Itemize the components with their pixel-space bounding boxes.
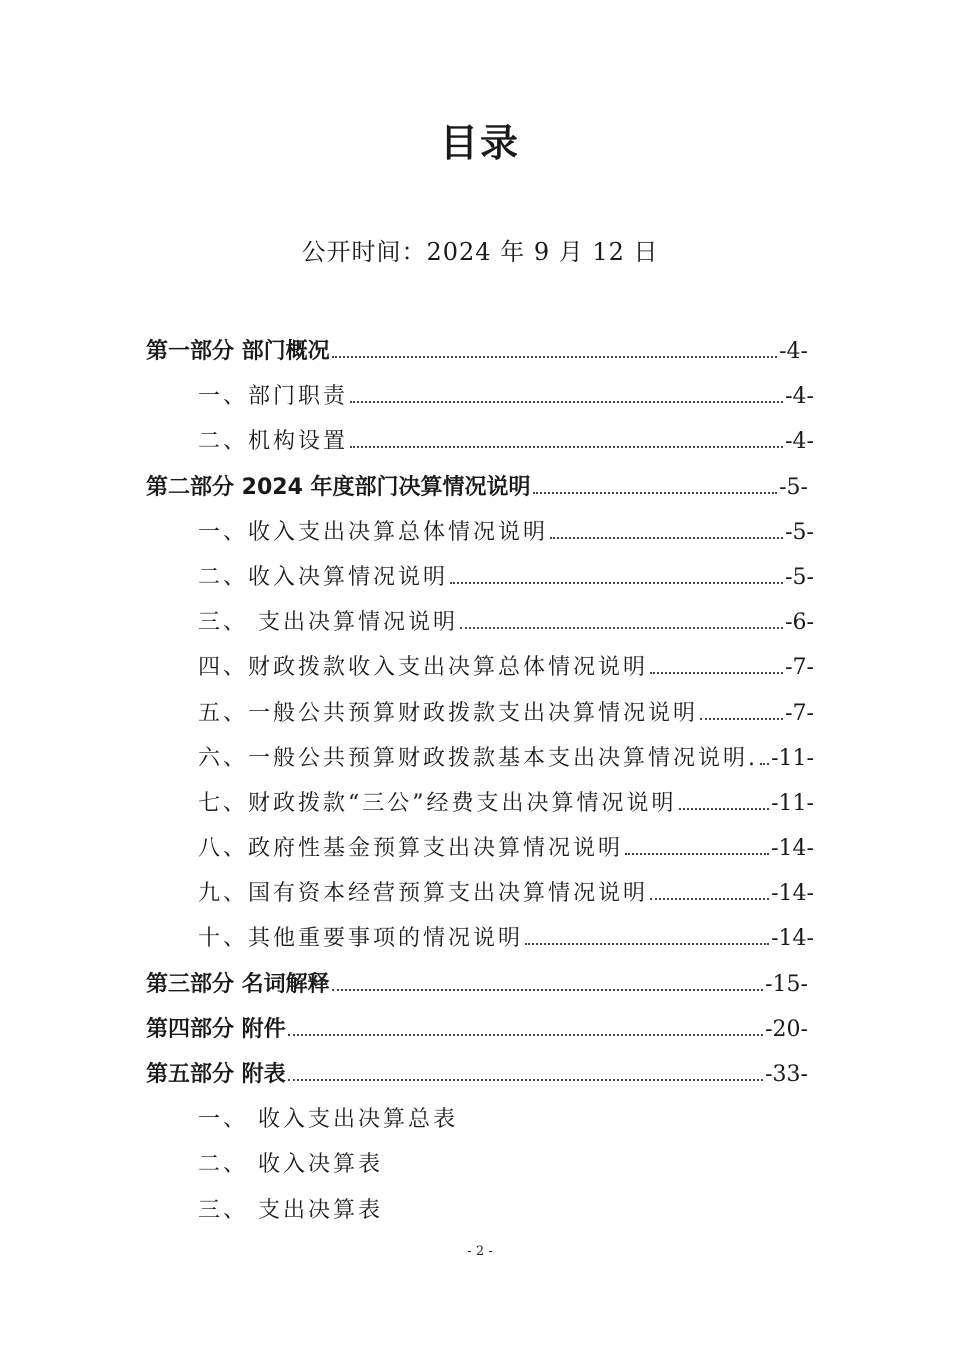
toc-entry-part-1[interactable] <box>146 334 808 379</box>
toc-title: 目录 <box>439 121 520 165</box>
toc-entry-page: -15- <box>765 971 808 997</box>
toc-entry-label: 六、一般公共预算财政拨款基本支出决算情况说明. <box>198 745 758 771</box>
toc-entry-label: 三、 支出决算情况说明 <box>198 610 458 636</box>
toc-entry[interactable] <box>198 876 814 921</box>
toc-entry-page: -14- <box>771 926 814 952</box>
toc-entry-part-5[interactable] <box>146 1057 808 1102</box>
toc-entry[interactable] <box>198 650 814 695</box>
dot-leader <box>533 492 778 494</box>
toc-entry-label: 第四部分 附件 <box>146 1016 286 1042</box>
dot-leader <box>350 401 783 403</box>
toc-entry-part-2[interactable] <box>146 470 808 515</box>
toc-entry-label: 八、政府性基金预算支出决算情况说明 <box>198 836 624 862</box>
toc-entry[interactable] <box>198 515 814 560</box>
dot-leader <box>460 627 783 629</box>
toc-entry-label: 五、一般公共预算财政拨款支出决算情况说明 <box>198 700 699 726</box>
toc-entry-label: 二、机构设置 <box>198 429 349 455</box>
toc-entry-page: -4- <box>785 384 814 410</box>
toc-entry-page: -5- <box>785 564 814 590</box>
toc-entry-label: 一、部门职责 <box>198 384 349 410</box>
toc-entry-part-4[interactable] <box>146 1012 808 1057</box>
dot-leader <box>550 537 783 539</box>
toc-entry-page: -7- <box>785 700 814 726</box>
toc-entry[interactable] <box>198 831 814 876</box>
toc-entry-page: -14- <box>771 836 814 862</box>
toc-entry-label: 七、财政拨款“三公”经费支出决算情况说明 <box>198 790 677 816</box>
dot-leader <box>650 898 769 900</box>
toc-entry-page: -33- <box>765 1062 808 1087</box>
toc-entry-label: 第五部分 附表 <box>146 1062 286 1087</box>
toc-entry-page: -5- <box>785 519 814 545</box>
toc-entry-label: 二、 收入决算表 <box>198 1152 383 1178</box>
toc-entry-page: -5- <box>779 474 808 500</box>
toc-entry-page: -7- <box>785 655 814 681</box>
toc-entry-label: 一、收入支出决算总体情况说明 <box>198 519 549 545</box>
dot-leader <box>700 718 783 720</box>
dot-leader <box>288 1034 763 1036</box>
dot-leader <box>760 763 769 765</box>
toc-entry-label: 一、 收入支出决算总表 <box>198 1107 458 1133</box>
dot-leader <box>625 853 769 855</box>
toc-entry-page: -11- <box>771 790 814 816</box>
table-of-contents <box>146 334 816 1238</box>
toc-entry-label: 三、 支出决算表 <box>198 1197 383 1223</box>
dot-leader <box>450 582 783 584</box>
dot-leader <box>650 672 783 674</box>
toc-entry-label: 第三部分 名词解释 <box>146 971 330 997</box>
toc-entry-label: 第一部分 部门概况 <box>146 339 330 364</box>
toc-entry-page: -14- <box>771 881 814 907</box>
toc-entry[interactable] <box>198 605 814 650</box>
dot-leader <box>332 356 777 358</box>
dot-leader <box>332 989 763 991</box>
toc-entry-page: -11- <box>771 745 814 771</box>
toc-entry[interactable] <box>198 921 814 966</box>
toc-entry[interactable] <box>198 1147 814 1192</box>
toc-entry-label: 二、收入决算情况说明 <box>198 564 449 590</box>
toc-entry[interactable] <box>198 1193 814 1238</box>
publish-date: 公开时间：2024 年 9 月 12 日 <box>301 238 659 266</box>
dot-leader <box>679 808 770 810</box>
toc-entry-page: -6- <box>785 610 814 636</box>
toc-entry[interactable] <box>198 1102 814 1147</box>
toc-entry-label: 九、国有资本经营预算支出决算情况说明 <box>198 881 649 907</box>
dot-leader <box>350 446 783 448</box>
toc-entry[interactable] <box>198 741 814 786</box>
toc-entry-label: 四、财政拨款收入支出决算总体情况说明 <box>198 655 649 681</box>
toc-entry-page: -4- <box>785 429 814 455</box>
page-number-footer: - 2 - <box>467 1244 493 1259</box>
toc-entry[interactable] <box>198 560 814 605</box>
toc-entry-page: -4- <box>779 339 808 364</box>
toc-entry-label: 十、其他重要事项的情况说明 <box>198 926 524 952</box>
toc-entry[interactable] <box>198 696 814 741</box>
toc-entry[interactable] <box>198 379 814 424</box>
toc-entry-label: 第二部分 2024 年度部门决算情况说明 <box>146 474 531 500</box>
toc-entry-part-3[interactable] <box>146 967 808 1012</box>
toc-entry-page: -20- <box>765 1016 808 1042</box>
toc-entry[interactable] <box>198 786 814 831</box>
toc-entry[interactable] <box>198 424 814 469</box>
dot-leader <box>288 1079 763 1081</box>
dot-leader <box>525 943 769 945</box>
